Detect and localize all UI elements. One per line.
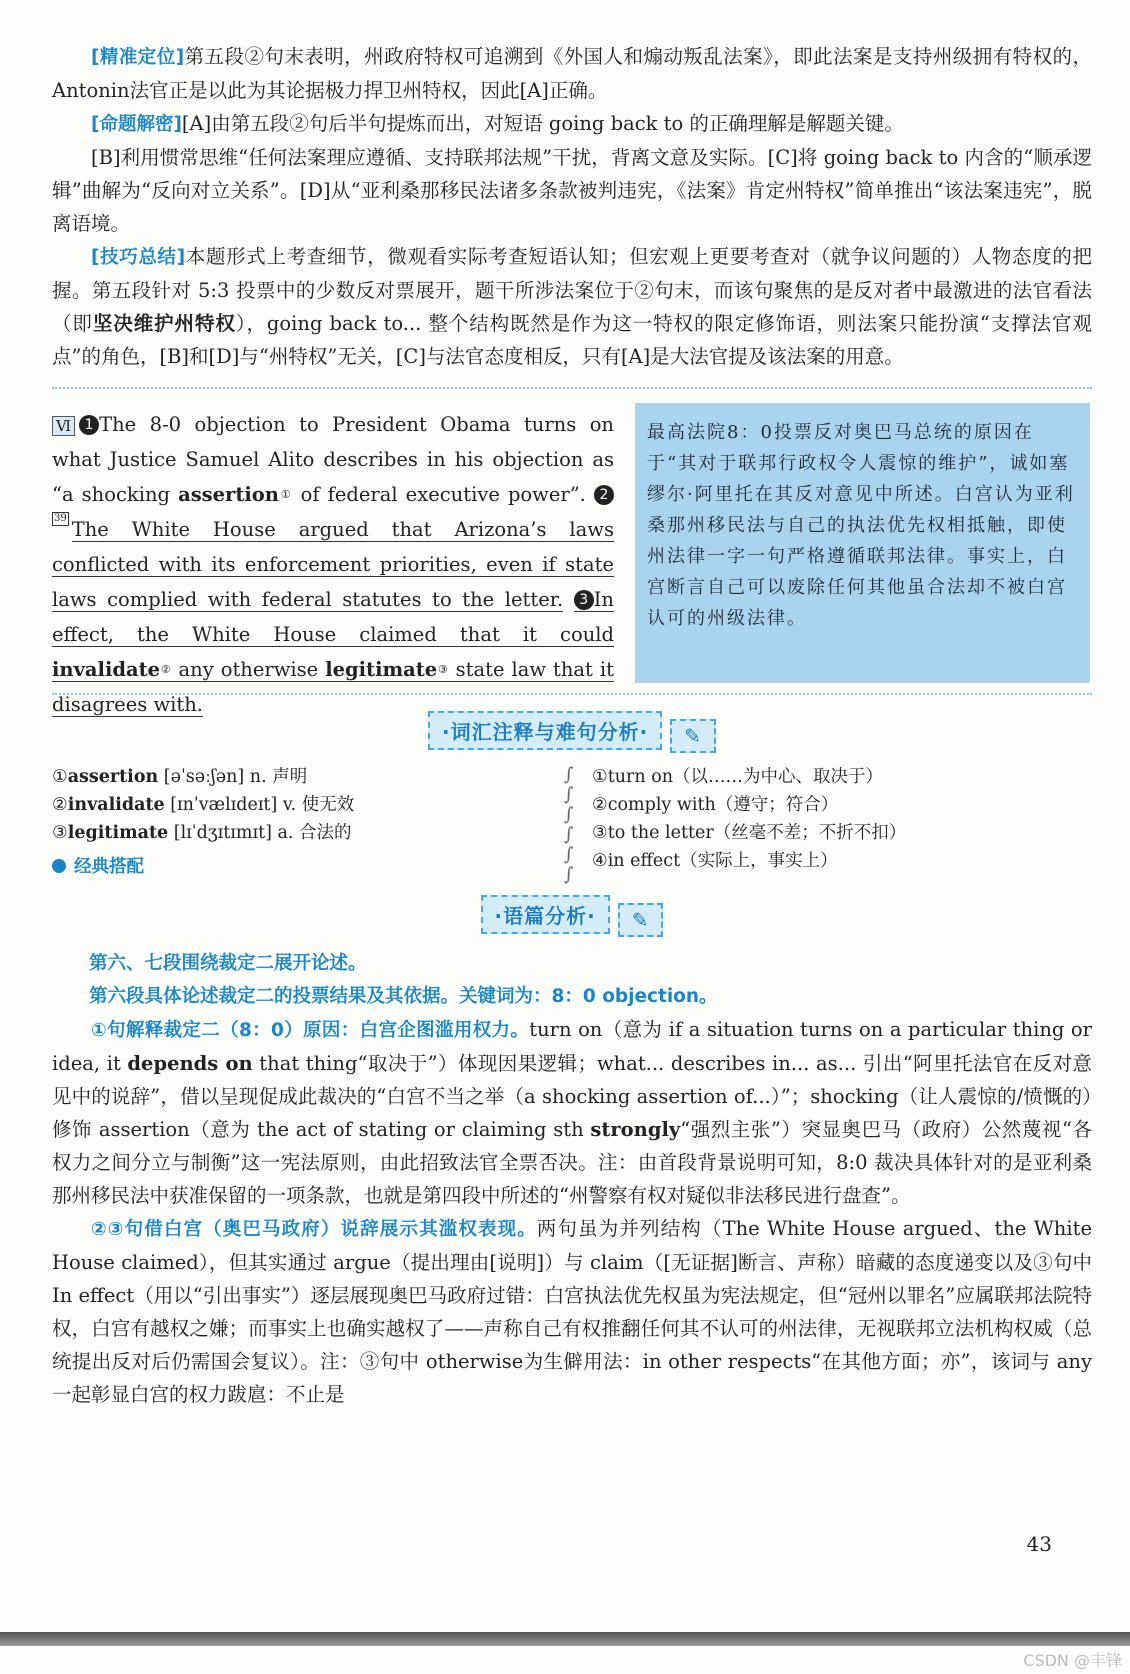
english-passage: Ⅵ 1 The 8-0 objection to President Obama turns on what Justice Samuel Alito describes in his objection as “a shocking assertion① of federal executive power”. 239 The White House argued that Arizona’s laws conflicted with its enforcement priorities, even if state laws complied with federal statutes to the letter. 3 In effect, the White House claimed that it could invalidate② any otherwise legitimate③ state law that it disagrees with. — [52, 413, 614, 716]
phrase-item: ②comply with（遵守；符合） — [592, 795, 839, 815]
sentence-number-2: 2 — [594, 485, 614, 505]
tag-skill-summary: [技巧总结] — [91, 247, 186, 268]
paragraph-roman-numeral: Ⅵ — [52, 416, 75, 436]
phrase-item: ③to the letter（丝毫不差；不折不扣） — [592, 823, 907, 843]
scan-edge-bar — [0, 1632, 1130, 1646]
analysis-heading-2: 第六段具体论述裁定二的投票结果及其依据。关键词为：8：0 objection。 — [89, 986, 718, 1007]
divider — [52, 387, 1092, 389]
phrase-list — [592, 763, 1092, 875]
phrase-item: ①turn on（以……为中心、取决于） — [592, 767, 883, 787]
underlined-sentence-3: 3 In effect, the White House claimed that it could invalidate② any otherwise legitimate③ state law that it disagrees with. — [52, 588, 614, 716]
collocation-label: 经典搭配 — [52, 853, 552, 881]
wavy-divider-icon: ∫ ∫ ∫ ∫ ∫ ∫ — [564, 764, 574, 885]
analysis-sentence-1: ①句解释裁定二（8：0）原因：白宫企图滥用权力。turn on（意为 if a situation turns on a particular thing or idea, it depends on that thing“取决于”）体现因果逻辑；what... describes in... as... 引出“阿里托法官在反对意见中的说辞”，借以呈现促成此裁决的“白宫不当之举（a shocking assertion of...）”；shocking（让人震惊的/愤慨的）修饰 assertion（意为 the act of stating or claiming sth strongly“强烈主张”）突显奥巴马（政府）公然蔑视“各权力之间分立与制衡”这一宪法原则，由此招致法官全票否决。注：由首段背景说明可知，8:0 裁决具体针对的是亚利桑那州移民法中获准保留的一项条款，也就是第四段中所述的“州警察有权对疑似非法移民进行盘查”。 — [52, 1018, 1093, 1207]
page-content — [52, 40, 1092, 1411]
phrase-item: ④in effect（实际上，事实上） — [592, 851, 838, 871]
page-number: 43 — [1026, 1532, 1052, 1556]
passage-excerpt — [52, 403, 1092, 716]
tag-question-decode: [命题解密] — [91, 114, 182, 135]
paragraph-distractors: [B]利用惯常思维“任何法案理应遵循、支持联邦法规”干扰，背离文意及实际。[C]将 going back to 内含的“顺承逻辑”曲解为“反向对立关系”。[D]从“亚利桑那移民法诸多条款被判违宪，《法案》肯定州特权”简单推出“该法案违宪”，脱离语境。 — [52, 146, 1092, 235]
paragraph-skill-summary: [技巧总结]本题形式上考查细节，微观看实际考查短语认知；但宏观上更要考查对（就争议问题的）人物态度的把握。第五段针对 5:3 投票中的少数反对票展开，题干所涉法案位于②句末，而该句聚焦的是反对者中最激进的法官看法（即坚决维护州特权），going back to... 整个结构既然是作为这一特权的限定修饰语，则法案只能扮演“支撑法官观点”的角色，[B]和[D]与“州特权”无关，[C]与法官态度相反，只有[A]是大法官提及该法案的用意。 — [52, 245, 1092, 368]
analysis-heading-1: 第六、七段围绕裁定二展开论述。 — [89, 953, 367, 974]
vocab-section-title: ·词汇注释与难句分析· ✎ — [52, 711, 1092, 753]
sentence-number-1: 1 — [79, 415, 99, 435]
pen-icon: ✎ — [618, 903, 664, 937]
vocab-item: ①assertion [əˈsəːʃən] n. 声明 — [52, 767, 308, 787]
paragraph-question-decode: [命题解密][A]由第五段②句后半句提炼而出，对短语 going back to 的正确理解是解题关键。 — [91, 112, 904, 135]
watermark: CSDN @丰锋 — [1023, 1651, 1122, 1670]
vocab-list — [52, 763, 552, 881]
analysis-sentence-2-3: ②③句借白宫（奥巴马政府）说辞展示其滥权表现。两句虽为并列结构（The White House argued、the White House claimed），但其实通过 argue（提出理由[说明]）与 claim（[无证据]断言、声称）暗藏的态度递变以及③句中 In effect（用以“引出事实”）逐层展现奥巴马政府过错：白宫执法优先权虽为宪法规定，但“冠州以罪名”应属联邦法院特权，白宫有越权之嫌；而事实上也确实越权了——声称自己有权推翻任何其不认可的州法律，无视联邦立法机构权威（总统提出反对后仍需国会复议）。注：③句中 otherwise为生僻用法：in other respects“在其他方面；亦”，该词与 any 一起彰显白宫的权力跋扈：不止是 — [52, 1217, 1092, 1406]
chinese-translation-box: 最高法院8：0投票反对奥巴马总统的原因在于“其对于联邦行政权令人震惊的维护”，诚如塞缪尔·阿里托在其反对意见中所述。白宫认为亚利桑那州移民法与自己的执法优先权相抵触，即使州法律一字一句严格遵循联邦法律。事实上，白宫断言自己可以废除任何其他虽合法却不被白宫认可的州级法律。 — [635, 403, 1090, 683]
bullet-dot-icon — [52, 859, 66, 873]
underlined-sentence-2: The White House argued that Arizona’s laws conflicted with its enforcement priorities, even if state laws complied with federal statutes to the letter. — [52, 518, 614, 611]
vocab-section — [52, 763, 1092, 883]
pen-icon: ✎ — [670, 719, 716, 753]
paragraph-precise-location: [精准定位]第五段②句末表明，州政府特权可追溯到《外国人和煽动叛乱法案》，即此法案是支持州级拥有特权的，Antonin法官正是以此为其论据极力捍卫州特权，因此[A]正确。 — [52, 45, 1092, 102]
sentence-number-3: 3 — [574, 590, 594, 610]
question-number-badge: 39 — [54, 513, 67, 524]
analysis-section-title: ·语篇分析· ✎ — [52, 895, 1092, 937]
tag-precise-location: [精准定位] — [91, 47, 185, 68]
vocab-item: ②invalidate [ɪnˈvælɪdeɪt] v. 使无效 — [52, 795, 355, 815]
vocab-item: ③legitimate [lɪˈdʒɪtɪmɪt] a. 合法的 — [52, 823, 352, 843]
